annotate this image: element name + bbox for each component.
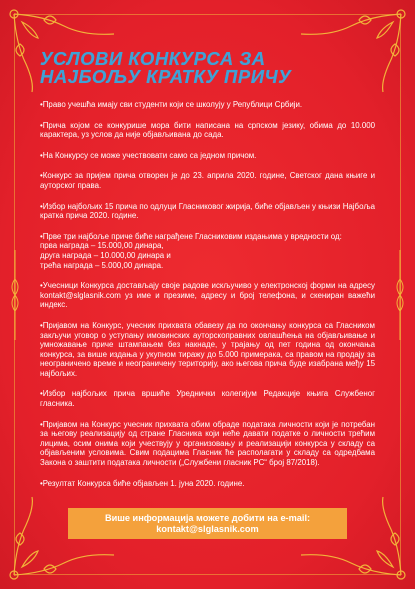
condition-awards [40,232,375,270]
condition-text: •Прича којом се конкурише мора бити написана на српском језику, обима до 10.000 карактера, уз услов да није објављивана до сада. [40,120,375,140]
condition-text: •На Конкурсу се може учествовати само са једном причом. [40,150,257,160]
title-line-1: УСЛОВИ КОНКУРСА ЗА [40,48,266,69]
condition-text: •Конкурс за пријем прича отворен је до 23. априла 2020. године, Светског дана књиге и ауторског права. [40,171,375,190]
condition-text: •Резултат Конкурса биће објављен 1. јуна 2020. године. [40,478,245,488]
condition-text: •Избор најбољих прича вршиће Уреднички колегијум Редакције књига Службеног гласника. [40,389,375,409]
contact-info-box [68,508,347,539]
condition-eligibility [40,100,375,110]
condition-text: •Право учешћа имају сви студенти који се школују у Републици Србији. [40,100,303,109]
award-first: прва награда – 15.000,00 динара, [40,241,164,251]
condition-results [40,479,375,489]
contact-email-link[interactable]: kontakt@slglasnik.com [156,523,259,534]
awards-intro: •Прве три најбоље приче биће награђене Гласниковим издањима у вредности од: [40,231,342,241]
award-second: друга награда – 10.000,00 динара и [40,250,171,260]
condition-one-story [40,151,375,161]
condition-text: •Учесници Конкурса достављају своје радове искључиво у електронској форми на адресу kontakt@slglasnik.com уз име и презиме, адресу и број телефона, и скениран важећи индекс. [40,281,375,310]
condition-deadline [40,171,375,190]
condition-text: •Пријавом на Конкурс учесник прихвата обим обраде података личности који је потребан за његову реализацију од стране Гласника који неће давати податке о личности трећим лицима, осим онима који учествују у организовању и реализацији конкурса у складу са објављеним условима. Свим подацима Гласник ће располагати у складу са одредбама Закона о заштити података личности („Службени гласник РС“ број 87/2018). [40,419,375,468]
condition-selection [40,202,375,221]
condition-language [40,121,375,140]
condition-jury [40,389,375,408]
condition-contract [40,321,375,379]
info-text: Више информација можете добити на e-mail: [104,513,311,523]
award-third: трећа награда – 5.000,00 динара. [40,260,164,270]
ornament-side-right-icon [393,250,407,340]
condition-privacy [40,420,375,468]
conditions-content [40,50,375,499]
condition-text: •Пријавом на Конкурс, учесник прихвата обавезу да по окончању конкурса са Гласником закључи уговор о уступању имовинских ауторскоправних овлашћења на објављивање и умножавање приче штампањем без накнаде, у трајању од пет година од окончања конкурса, за више издања у укупном тиражу до 5.000 примерака, са правом на продају за неограничено време и неограничену територију, ако његова прича буде изабрана међу 15 најбољих. [40,320,375,378]
condition-text: •Избор најбољих 15 прича по одлуци Гласниковог жирија, биће објављен у књизи Најбоља кратка прича 2020. године. [40,201,375,221]
condition-submission [40,281,375,310]
title-line-2: НАЈБОЉУ КРАТКУ ПРИЧУ [40,66,292,87]
page-title [40,50,375,86]
ornament-side-left-icon [8,250,22,340]
